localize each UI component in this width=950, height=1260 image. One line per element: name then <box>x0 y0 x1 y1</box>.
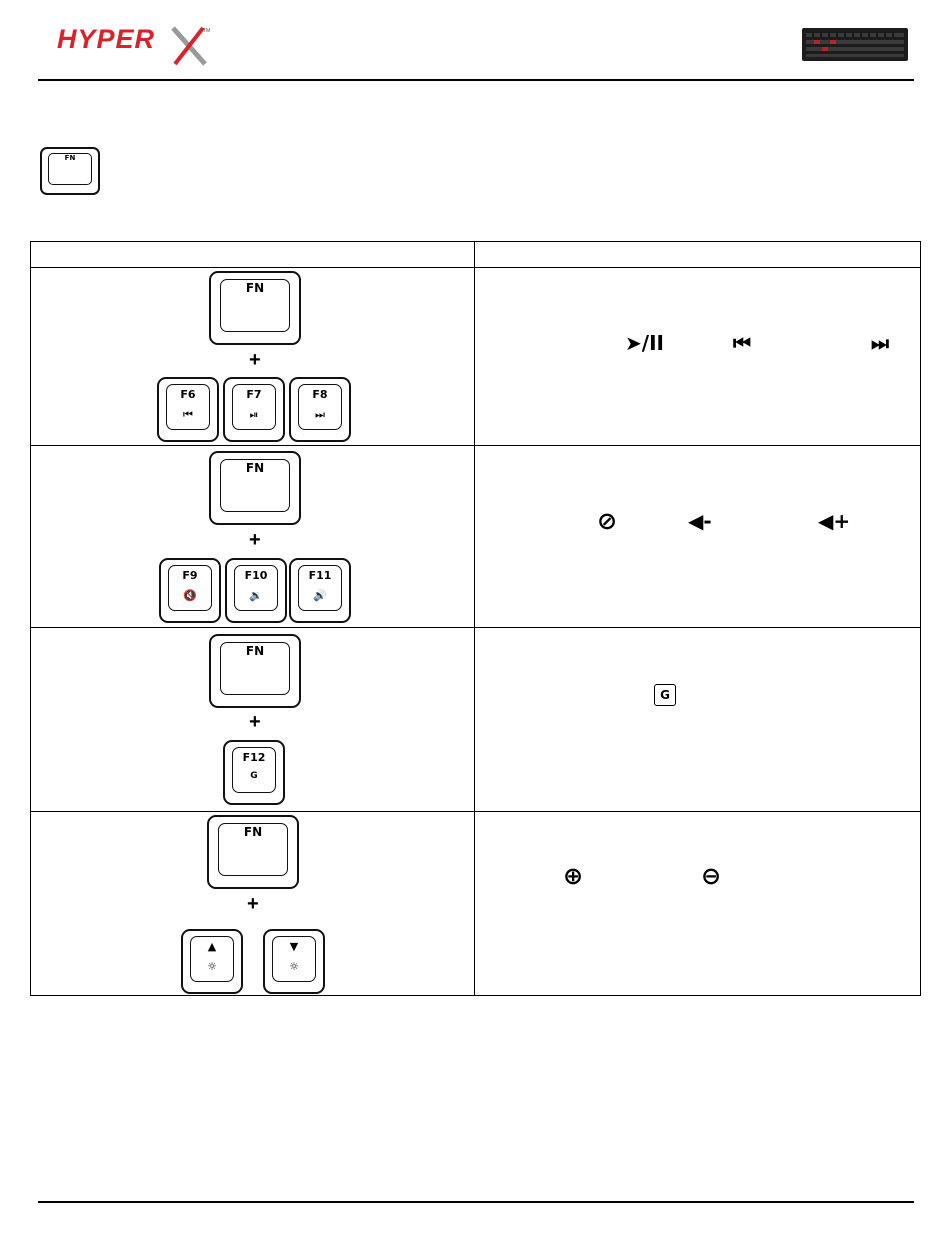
table-row <box>31 812 921 996</box>
play-pause-icon: ➤/II <box>625 331 664 355</box>
brightness-up-icon: ⊕ <box>563 862 584 890</box>
footer-rule <box>38 1201 914 1203</box>
fn-shortcut-table <box>30 241 921 996</box>
table-row <box>31 268 921 446</box>
next-track-icon: ⏭ <box>871 331 889 355</box>
brightness-description <box>475 812 920 995</box>
header-function <box>475 242 921 268</box>
plus-icon: + <box>249 529 261 551</box>
arrow-down-key <box>263 929 325 994</box>
arrow-up-key <box>181 929 243 994</box>
plus-icon: + <box>249 349 261 371</box>
header-rule <box>38 79 914 81</box>
volume-down-icon: 🔉 <box>249 589 263 602</box>
keyboard-thumbnail <box>802 28 908 61</box>
game-mode-description <box>475 628 920 811</box>
f7-key: F7 ⏯ <box>223 377 285 442</box>
arrow-up-icon: ▲ <box>207 940 217 953</box>
table-row <box>31 628 921 812</box>
f6-key: F6 ⏮ <box>157 377 219 442</box>
mute-icon: ⊘ <box>597 507 618 535</box>
volume-down-icon: ◀- <box>688 509 712 533</box>
game-mode-icon: G <box>654 684 676 706</box>
arrow-down-icon: ▼ <box>289 940 299 953</box>
fn-key: FN <box>209 271 301 345</box>
media-description <box>475 268 920 445</box>
fn-key: FN <box>207 815 299 889</box>
f12-key: F12 G <box>223 740 285 805</box>
f11-key: F11 🔊 <box>289 558 351 623</box>
fn-key-label: FN <box>64 154 76 162</box>
game-mode-icon: G <box>250 771 258 781</box>
mute-icon: 🔇 <box>183 589 197 602</box>
table-row <box>31 446 921 628</box>
fn-key: FN <box>209 451 301 525</box>
previous-track-icon: ⏮ <box>733 331 751 355</box>
volume-description <box>475 446 920 627</box>
plus-icon: + <box>249 711 261 733</box>
brightness-down-icon: ⊖ <box>701 862 722 890</box>
svg-text:HYPER: HYPER <box>57 24 156 54</box>
header-keys <box>31 242 475 268</box>
key-combo-media <box>31 268 474 445</box>
key-combo-game-mode <box>31 628 474 811</box>
volume-up-icon: 🔊 <box>313 589 327 602</box>
play-pause-icon: ⏯ <box>249 408 259 421</box>
fn-key-illustration <box>40 147 100 195</box>
key-combo-volume <box>31 446 474 627</box>
table-header-row <box>31 242 921 268</box>
f9-key: F9 🔇 <box>159 558 221 623</box>
key-combo-brightness <box>31 812 474 995</box>
brightness-down-icon: ☼ <box>289 960 299 973</box>
svg-text:TM: TM <box>203 28 211 34</box>
next-track-icon: ⏭ <box>315 408 325 421</box>
plus-icon: + <box>247 893 259 915</box>
f8-key: F8 ⏭ <box>289 377 351 442</box>
brightness-up-icon: ☼ <box>207 960 217 973</box>
volume-up-icon: ◀+ <box>818 509 851 533</box>
previous-track-icon: ⏮ <box>183 408 193 421</box>
fn-key: FN <box>209 634 301 708</box>
hyperx-logo <box>55 22 215 70</box>
f10-key: F10 🔉 <box>225 558 287 623</box>
